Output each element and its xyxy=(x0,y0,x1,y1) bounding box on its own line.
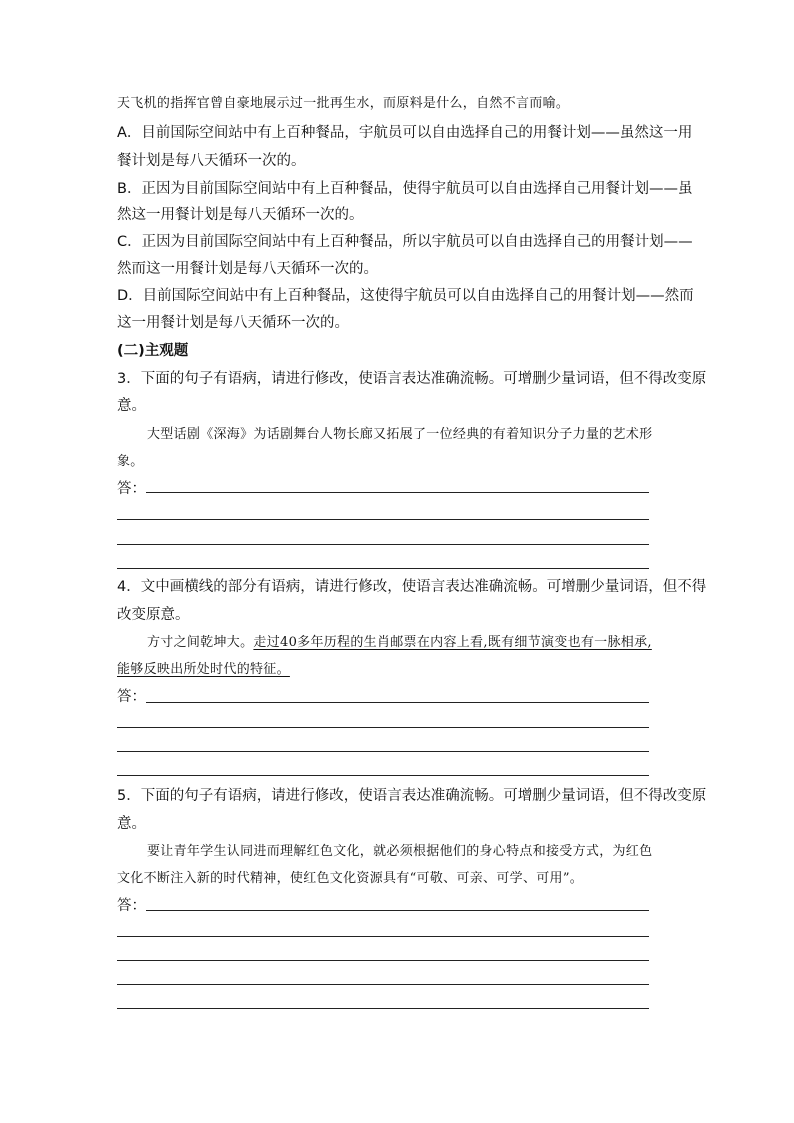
q5-prompt-line2: 意。 xyxy=(117,816,146,832)
q3-sentence-line1: 大型话剧《深海》为话剧舞台人物长廊又拓展了一位经典的有着知识分子力量的艺术形 xyxy=(147,427,653,442)
q4-answer-line-1[interactable] xyxy=(146,702,649,703)
q4-sentence-underlined-2: 能够反映出所处时代的特征。 xyxy=(117,662,290,677)
q3-prompt-line2: 意。 xyxy=(117,398,146,414)
option-b-line2: 然这一用餐计划是每八天循环一次的。 xyxy=(117,207,364,223)
q5-sentence-line2: 文化不断注入新的时代精神，使红色文化资源具有“可敬、可亲、可学、可用”。 xyxy=(117,871,584,886)
q3-prompt-line1: 3．下面的句子有语病，请进行修改，使语言表达准确流畅。可增删少量词语，但不得改变原 xyxy=(117,371,707,387)
q3-answer-line-3[interactable] xyxy=(117,544,649,545)
q4-prompt-line2: 改变原意。 xyxy=(117,607,190,623)
q4-answer-line-3[interactable] xyxy=(117,751,649,752)
option-a-line1: A．目前国际空间站中有上百种餐品，宇航员可以自由选择自己的用餐计划——虽然这一用 xyxy=(117,125,693,141)
option-d-line1: D．目前国际空间站中有上百种餐品，这使得宇航员可以自由选择自己的用餐计划——然而 xyxy=(117,288,694,304)
q4-sentence-prefix: 方寸之间乾坤大。 xyxy=(147,635,254,650)
option-a-line2: 餐计划是每八天循环一次的。 xyxy=(117,153,306,169)
option-b-line1: B．正因为目前国际空间站中有上百种餐品，使得宇航员可以自由选择自己用餐计划——虽 xyxy=(117,181,693,197)
q5-prompt-line1: 5．下面的句子有语病，请进行修改，使语言表达准确流畅。可增删少量词语，但不得改变原 xyxy=(117,788,707,804)
q3-answer-line-1[interactable] xyxy=(146,492,649,493)
q4-answer-label: 答： xyxy=(117,689,146,705)
option-c-line2: 然而这一用餐计划是每八天循环一次的。 xyxy=(117,261,378,277)
q5-answer-line-1[interactable] xyxy=(146,910,649,911)
q4-answer-line-2[interactable] xyxy=(117,727,649,728)
option-c-line1: C．正因为目前国际空间站中有上百种餐品，所以宇航员可以自由选择自己的用餐计划—— xyxy=(117,234,693,250)
option-d-line2: 这一用餐计划是每八天循环一次的。 xyxy=(117,315,349,331)
section-heading: (二)主观题 xyxy=(117,343,189,359)
q3-answer-line-4[interactable] xyxy=(117,568,649,569)
q4-sentence-underlined-1: 走过40多年历程的生肖邮票在内容上看,既有细节演变也有一脉相承, xyxy=(253,635,652,650)
q5-answer-line-3[interactable] xyxy=(117,960,649,961)
q3-answer-label: 答： xyxy=(117,481,146,497)
q4-sentence-line2 xyxy=(117,661,290,679)
q3-answer-line-2[interactable] xyxy=(117,519,649,520)
q5-answer-line-2[interactable] xyxy=(117,936,649,937)
q5-answer-label: 答： xyxy=(117,898,146,914)
q4-answer-line-4[interactable] xyxy=(117,775,649,776)
q4-prompt-line1: 4．文中画横线的部分有语病，请进行修改，使语言表达准确流畅。可增删少量词语，但不得 xyxy=(117,579,707,595)
q5-answer-line-4[interactable] xyxy=(117,984,649,985)
q5-sentence-line1: 要让青年学生认同进而理解红色文化，就必须根据他们的身心特点和接受方式，为红色 xyxy=(147,844,653,859)
q4-sentence-line1 xyxy=(147,634,652,652)
q3-sentence-line2: 象。 xyxy=(117,454,144,469)
context-tail-text: 天飞机的指挥官曾自豪地展示过一批再生水，而原料是什么，自然不言而喻。 xyxy=(117,96,570,111)
q5-answer-line-5[interactable] xyxy=(117,1008,649,1009)
